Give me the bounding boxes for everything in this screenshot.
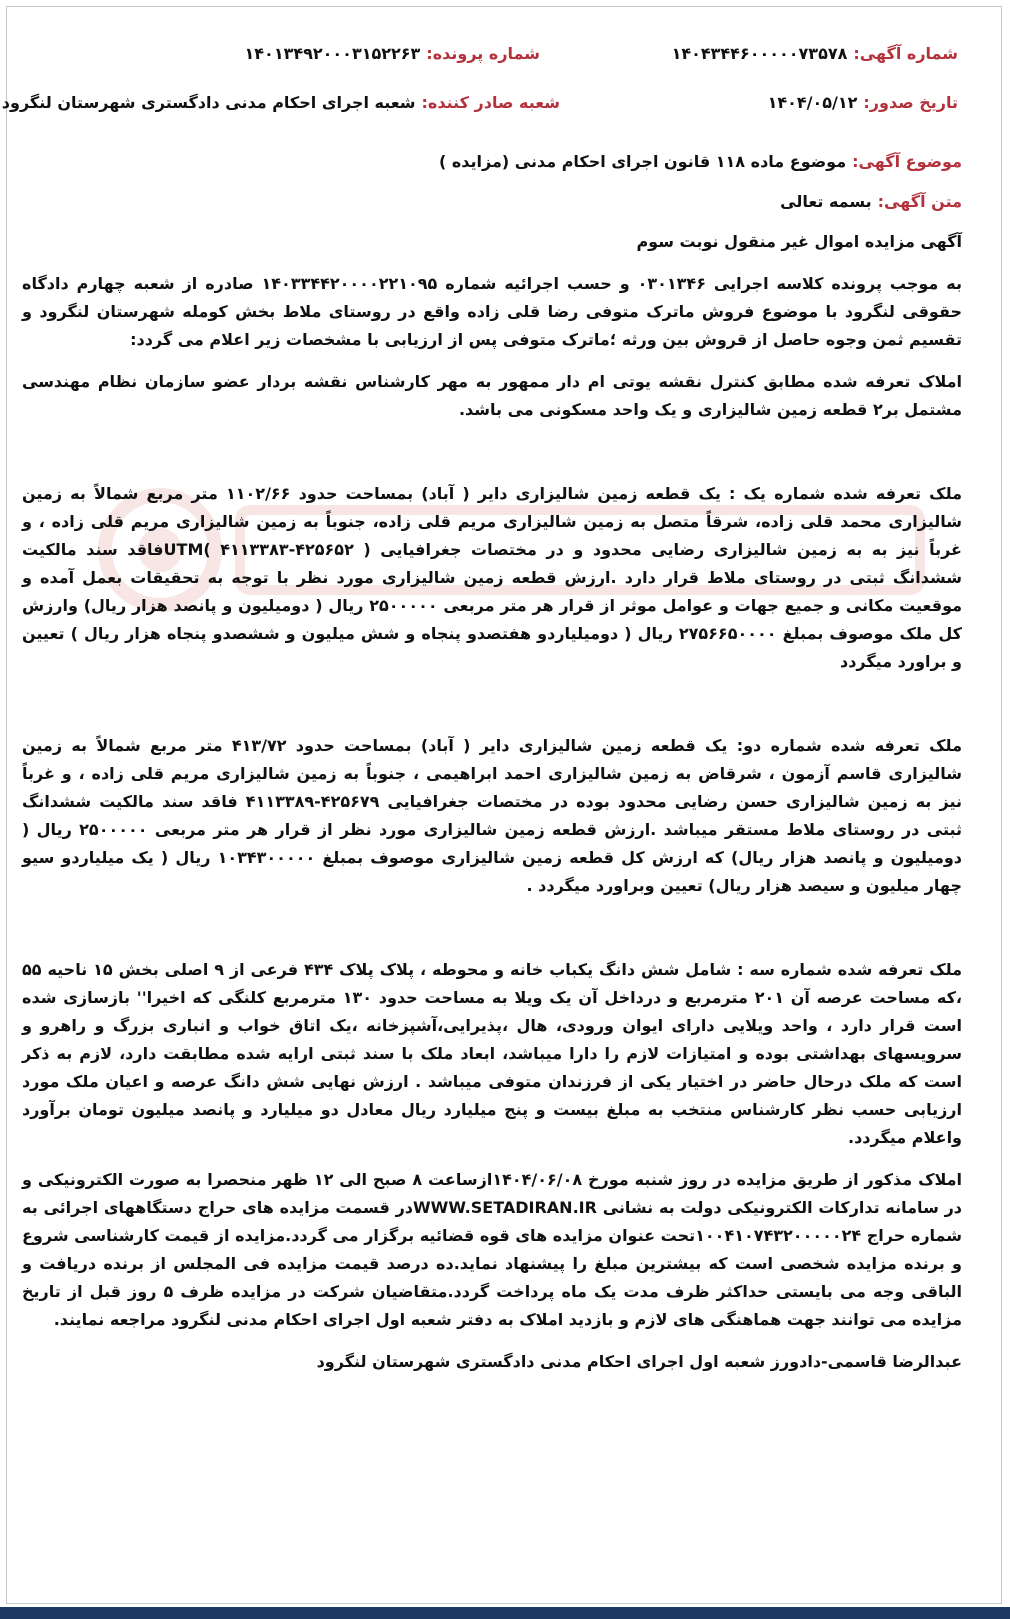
subject-label: موضوع آگهی:	[852, 152, 962, 171]
notice-number-value: ۱۴۰۴۳۴۴۶۰۰۰۰۰۷۳۵۷۸	[671, 44, 848, 63]
bottom-bar	[0, 1607, 1010, 1619]
property-3-paragraph: ملک تعرفه شده شماره سه : شامل شش دانگ یکباب خانه و محوطه ، پلاک پلاک ۴۳۴ فرعی از ۹ اصلی بخش ۱۵ ناحیه ۵۵ ،که مساحت عرصه آن ۲۰۱ مترمربع و درداخل آن یک ویلا به مساحت حدود ۱۳۰ مترمربع کلنگی که اخیرا'' بازسازی شده است قرار دارد ، واحد ویلایی دارای ایوان ورودی، هال ،پذیرایی،آشپزخانه ،یک اتاق خواب و انباری بزرگ و راهرو و سرویسهای بهداشتی بوده و امتیازات لازم را دارا میباشد، ابعاد ملک با سند ثبتی ارایه شده مطابقت دارد، لازم به ذکر است که ملک درحال حاضر در اختیار یکی از فرزندان متوفی میباشد . ارزش نهایی شش دانگ عرصه و اعیان ملک مورد ارزیابی حسب نظر کارشناس منتخب به مبلغ بیست و پنج میلیارد ریال معادل دو میلیارد و پانصد میلیون تومان برآورد واعلام میگردد.	[22, 960, 963, 1147]
issuer-value: شعبه اجرای احکام مدنی دادگستری شهرستان لنگرود	[1, 93, 416, 112]
summary-paragraph: املاک تعرفه شده مطابق کنترل نقشه یوتی ام دار ممهور به مهر کارشناس نقشه بردار عضو سازمان نظام مهندسی مشتمل بر۲ قطعه زمین شالیزاری و یک واحد مسکونی می باشد.	[22, 372, 962, 419]
issuer-label: شعبه صادر کننده:	[421, 93, 560, 112]
issue-date-label: تاریخ صدور:	[863, 93, 958, 112]
property-2-paragraph: ملک تعرفه شده شماره دو: یک قطعه زمین شالیزاری دایر ( آباد) بمساحت حدود ۴۱۳/۷۲ متر مربع شمالاً به زمین شالیزاری قاسم آزمون ، شرقاض به زمین شالیزاری احمد ابراهیمی ، جنوباً به زمین شالیزاری مریم قلی زاده ، و غرباً نیز به زمین شالیزاری حسن رضایی محدود بوده در مختصات جغرافیایی ۴۲۵۶۷۹-۴۱۱۳۳۸۹ فاقد سند مالکیت ششدانگ ثبتی در روستای ملاط مستقر میباشد .ارزش قطعه زمین شالیزاری مورد نظر از قرار هر متر مربعی ۲۵۰۰۰۰۰ ریال ( دومیلیون و پانصد هزار ریال) که ارزش کل قطعه زمین شالیزاری موصوف بمبلغ ۱۰۳۴۳۰۰۰۰۰ ریال ( یک میلیاردو سیو چهار میلیون و سیصد هزار ریال) تعیین وبراورد میگردد .	[22, 736, 963, 895]
intro-paragraph: به موجب پرونده کلاسه اجرایی ۰۳۰۱۳۴۶ و حسب اجرائیه شماره ۱۴۰۳۳۴۴۲۰۰۰۰۲۲۱۰۹۵ صادره از شعبه چهارم دادگاه حقوقی لنگرود با موضوع فروش ماترک متوفی رضا قلی زاده واقع در روستای ملاط بخش کومله شهرستان لنگرود و تقسیم ثمن وجوه حاصل از قروش بین ورثه ؛ماترک متوفی پس از ارزیابی با مشخصات زیر اعلام می گردد:	[22, 274, 962, 349]
case-number-label: شماره پرونده:	[426, 44, 540, 63]
issuer	[2, 93, 560, 112]
property-1-paragraph: ملک تعرفه شده شماره یک : یک قطعه زمین شالیزاری دایر ( آباد) بمساحت حدود ۱۱۰۲/۶۶ متر مربع شمالاً به زمین شالیزاری محمد قلی زاده، شرقاً متصل به زمین شالیزاری مریم قلی زاده، جنوباً به زمین شالیزاری مریم قلی زاده ، و غرباً نیز به به زمین شالیزاری رضایی محدود و در مختصات جغرافیایی ( ۴۲۵۶۵۲-۴۱۱۳۳۸۳ )UTMفاقد سند مالکیت ششدانگ ثبتی در روستای ملاط قرار دارد .ارزش قطعه زمین شالیزاری مورد نظر با توجه به تحقیقات بعمل آمده و موقعیت مکانی و جمیع جهات و عوامل موثر از قرار هر متر مربعی ۲۵۰۰۰۰۰ ریال ( دومیلیون و پانصد هزار ریال) وارزش کل ملک موصوف بمبلغ ۲۷۵۶۶۵۰۰۰۰ ریال ( دومیلیاردو هفتصدو پنجاه و شش میلیون و ششصدو پنجاه هزار ریال ) تعیین و براورد میگردد	[22, 484, 963, 671]
case-number-value: ۱۴۰۱۳۴۹۲۰۰۰۳۱۵۲۲۶۳	[244, 44, 421, 63]
subject-value: موضوع ماده ۱۱۸ قانون اجرای احکام مدنی (مزایده )	[438, 152, 847, 171]
text-label: متن آگهی:	[877, 192, 962, 211]
auction-paragraph: املاک مذکور از طریق مزایده در روز شنبه مورخ ۱۴۰۴/۰۶/۰۸ازساعت ۸ صبح الی ۱۲ ظهر منحصرا به صورت الکترونیکی و در سامانه تدارکات الکترونیکی دولت به نشانی WWW.SETADIRAN.IRدر قسمت مزایده های حراج دستگاههای اجرائی به شماره حراج ۱۰۰۴۱۰۷۴۳۲۰۰۰۰۰۲۴تحت عنوان مزایده های قوه قضائیه برگزار می گردد.مزایده از قیمت کارشناسی شروع و برنده مزایده شخصی است که بیشترین مبلغ را پیشنهاد نماید.ده درصد قیمت مزایده فی المجلس از برنده دریافت و الباقی وجه می بایستی حداکثر ظرف مدت یک ماه پرداخت گردد.متقاضیان شرکت در مزایده ظرف ۵ روز قبل از تاریخ مزایده می توانند جهت هماهنگی های لازم و بازدید املاک به دفتر شعبه اول اجرای احکام مدنی لنگرود مراجعه نمایند.	[22, 1170, 963, 1329]
text-value: بسمه تعالی	[780, 192, 872, 211]
notice-number	[672, 44, 958, 63]
signature: عبدالرضا قاسمی-دادورز شعبه اول اجرای احکام مدنی دادگستری شهرستان لنگرود	[316, 1352, 962, 1371]
case-number	[245, 44, 540, 63]
notice-body	[22, 148, 962, 1390]
issue-date	[768, 93, 958, 112]
notice-number-label: شماره آگهی:	[853, 44, 958, 63]
issue-date-value: ۱۴۰۴/۰۵/۱۲	[767, 93, 858, 112]
notice-title: آگهی مزایده اموال غیر منقول نوبت سوم	[636, 232, 962, 251]
text-line	[22, 188, 962, 216]
subject-line	[22, 148, 962, 176]
